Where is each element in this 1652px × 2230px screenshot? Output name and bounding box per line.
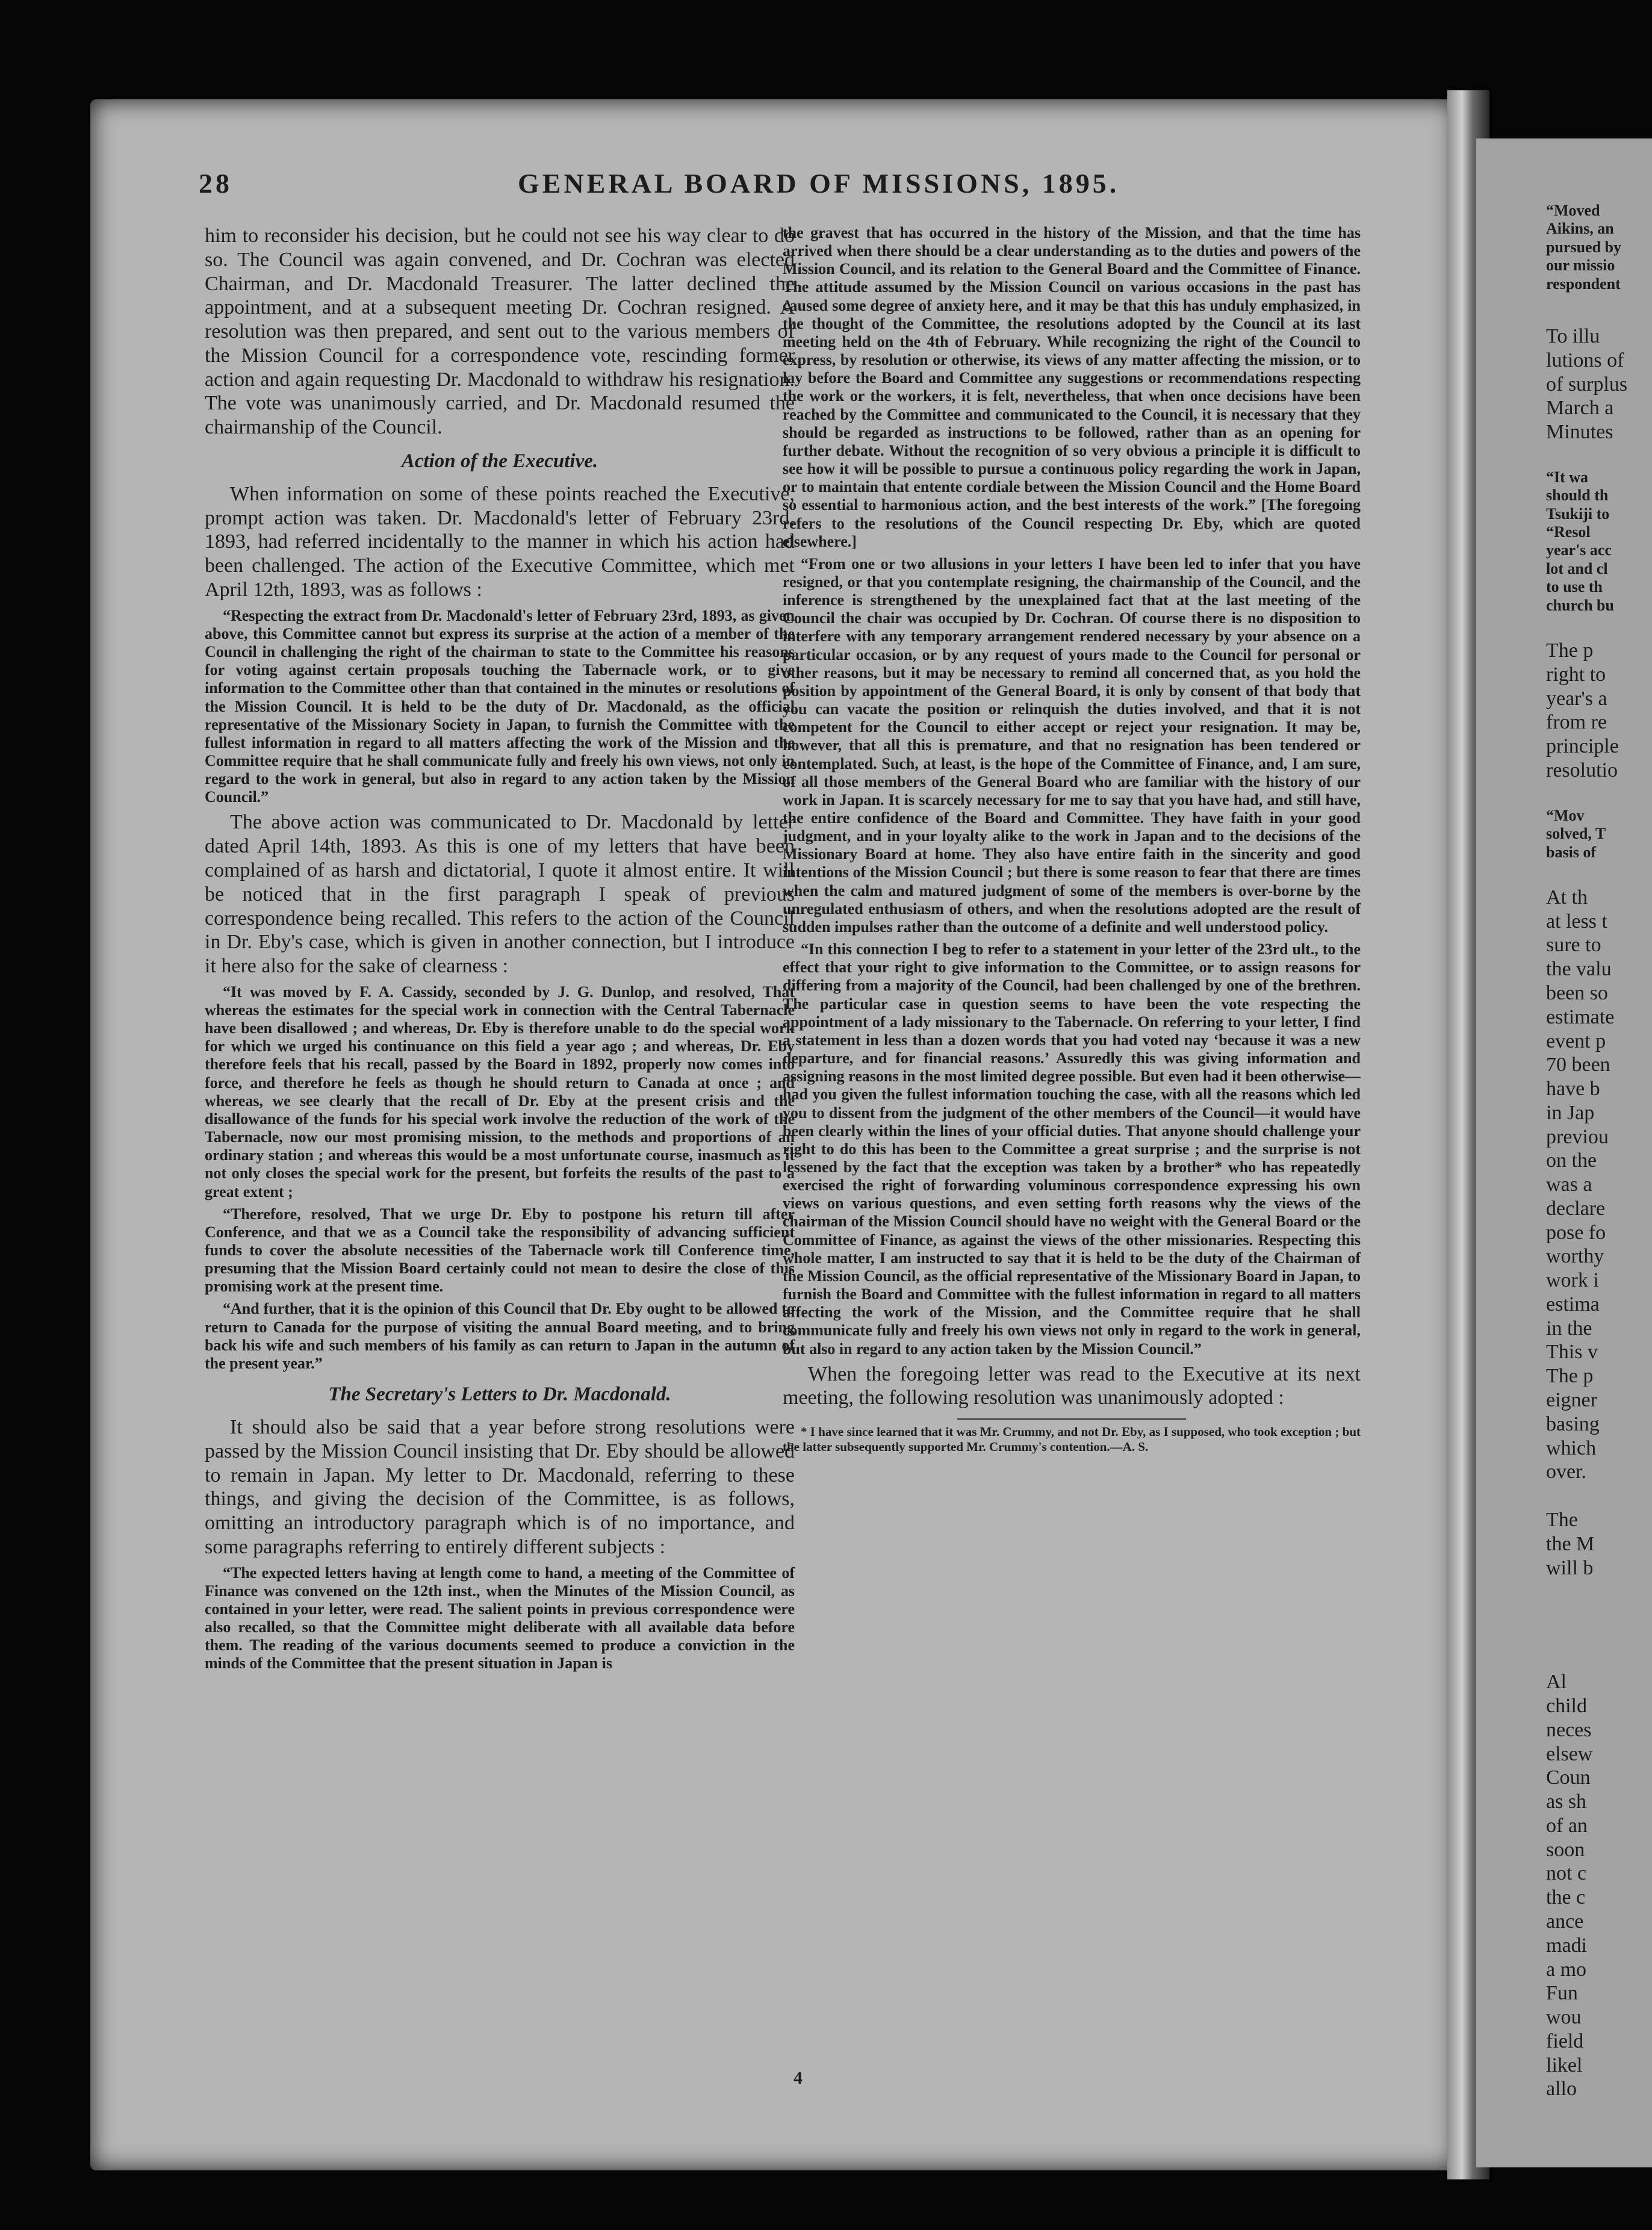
edge-text-line: to use th — [1546, 578, 1603, 596]
edge-text-line: pose fo — [1546, 1221, 1606, 1244]
edge-text-line: Minutes — [1546, 421, 1613, 444]
section-heading: The Secretary's Letters to Dr. Macdonald. — [328, 1384, 671, 1406]
edge-text-line: pursued by — [1546, 238, 1621, 256]
edge-text-line: estima — [1546, 1293, 1600, 1315]
section-heading: Action of the Executive. — [401, 450, 598, 472]
edge-text-line: madi — [1546, 1934, 1587, 1957]
edge-text-line: year's a — [1546, 687, 1607, 710]
edge-text-line: solved, T — [1546, 825, 1606, 843]
edge-text-line: basis of — [1546, 843, 1597, 861]
quoted-letter: “The expected letters having at length come to hand, a meeting of the Committee of Finance was convened on the 12th inst., when the Minutes of the Mission Council, as contained in your letter, were read. The salient points in previous correspondence were also recalled, so that the Committee might deliberate with all available data before them. The reading of the various documents seemed to produce a conviction in the minds of the Committee that the present situation in Japan is — [205, 1564, 795, 1672]
edge-text-line: child — [1546, 1695, 1587, 1718]
edge-text-line: Fun — [1546, 1982, 1578, 2005]
column-left — [205, 224, 795, 2051]
edge-text-line: Al — [1546, 1671, 1567, 1694]
edge-text-line: At th — [1546, 886, 1588, 908]
edge-text-line: sure to — [1546, 934, 1601, 957]
edge-text-line: as sh — [1546, 1791, 1587, 1813]
edge-text-line: principle — [1546, 735, 1619, 758]
edge-text-line: ance — [1546, 1910, 1584, 1933]
paragraph: The above action was communicated to Dr. Macdonald by letter dated April 14th, 1893. As this is one of my letters that have been complained of as harsh and dictatorial, I quote it almost entire. It will be noticed that in the first paragraph I speak of previous correspondence being recalled. This refers to the action of the Council in Dr. Eby's case, which is given in another connection, but I introduce it here also for the sake of clearness : — [205, 811, 795, 978]
quoted-letter: “In this connection I beg to refer to a statement in your letter of the 23rd ult., to the effect that your right to give information to the Committee, or to assign reasons for differing from a majority of the Council, had been challenged by one of the brethren. The particular case in question seems to have been the vote respecting the appointment of a lady missionary to the Tabernacle. On referring to your letter, I find a statement in less than a dozen words that you had voted nay ‘because it was a new departure, and for financial reasons.’ Assuredly this was giving information and assigning reasons in the most limited degree possible. But even had it been otherwise—had you given the fullest information touching the case, with all the reasons which led you to dissent from the judgment of the other members of the Council—it would have been clearly within the lines of your official duties. That anyone should challenge your right to do this has been to the Committee a great surprise ; and the surprise is not lessened by the fact that the exception was taken by a brother* who has repeatedly exercised the right of forwarding voluminous correspondence expressing his own views on various questions, and even setting forth reasons why the views of the chairman of the Mission Council should have no weight with the General Board or the Committee of Finance, as against the views of the other missionaries. Respecting this whole matter, I am instructed to say that it is held to be the duty of the Chairman of the Mission Council, as the official representative of the Missionary Board in Japan, to furnish the Board and Committee with the fullest information in regard to all matters affecting the work of the Mission, and the Committee require that he shall communicate fully and freely his own views not only in regard to the work in general, but also in regard to any action taken by the Mission Council.” — [783, 940, 1361, 1358]
running-title: GENERAL BOARD OF MISSIONS, 1895. — [518, 168, 1120, 199]
edge-text-line: wou — [1546, 2006, 1582, 2029]
edge-text-line: This v — [1546, 1341, 1598, 1364]
column-right — [783, 224, 1361, 2051]
edge-text-line: year's acc — [1546, 541, 1612, 559]
edge-text-line: the c — [1546, 1886, 1586, 1909]
edge-text-line: worthy — [1546, 1245, 1604, 1268]
edge-text-line: neces — [1546, 1718, 1592, 1741]
edge-text-line: resolutio — [1546, 759, 1618, 781]
edge-text-line: should th — [1546, 486, 1609, 505]
edge-text-line: church bu — [1546, 596, 1614, 614]
running-header — [199, 167, 1343, 203]
edge-text-line: previou — [1546, 1125, 1609, 1148]
edge-text-line: soon — [1546, 1838, 1585, 1861]
edge-text-line: right to — [1546, 663, 1606, 686]
edge-text-line: The p — [1546, 639, 1594, 662]
quoted-resolution: “And further, that it is the opinion of this Council that Dr. Eby ought to be allowed to return to Canada for the purpose of visiting the annual Board meeting, and to bring back his wife and such members of his family as can return to Japan in the autumn of the present year.” — [205, 1300, 795, 1372]
paragraph: When the foregoing letter was read to the Executive at its next meeting, the following resolution was unanimously adopted : — [783, 1362, 1361, 1409]
edge-text-line: “It wa — [1546, 468, 1589, 486]
edge-text-line: in the — [1546, 1317, 1592, 1340]
edge-text-line: “Moved — [1546, 202, 1600, 219]
quoted-resolution: “Respecting the extract from Dr. Macdonald's letter of February 23rd, 1893, as given above, this Committee cannot but express its surprise at the action of a member of the Council in challenging the right of the chairman to state to the Committee his reasons for voting against certain proposals touching the Tabernacle work, or to give information to the Committee other than that contained in the minutes or resolutions of the Mission Council. It is held to be the duty of Dr. Macdonald, as the official representative of the Missionary Society in Japan, to furnish the Committee with the fullest information in regard to all matters affecting the work of the Mission and the Committee require that he shall communicate fully and freely his own views, not only in regard to the work in general, but also in regard to any action taken by the Mission Council.” — [205, 606, 795, 806]
edge-text-line: was a — [1546, 1173, 1592, 1196]
edge-text-line: a mo — [1546, 1958, 1587, 1981]
edge-text-line: from re — [1546, 711, 1607, 734]
edge-text-line: field — [1546, 2030, 1584, 2052]
edge-text-line: in Jap — [1546, 1101, 1595, 1124]
edge-text-line: “Resol — [1546, 523, 1591, 541]
sheet-number: 4 — [793, 2068, 803, 2088]
edge-text-line: over. — [1546, 1461, 1587, 1483]
edge-text-line: of an — [1546, 1814, 1588, 1837]
edge-text-line: eigner — [1546, 1389, 1597, 1411]
edge-text-line: Tsukiji to — [1546, 505, 1610, 523]
edge-text-line: lot and cl — [1546, 559, 1608, 577]
edge-text-line: The p — [1546, 1365, 1594, 1388]
edge-text-line: not c — [1546, 1862, 1587, 1885]
edge-text-line: likel — [1546, 2054, 1583, 2076]
edge-text-line: of surplus — [1546, 373, 1628, 396]
page-number: 28 — [199, 168, 232, 199]
quoted-letter: “From one or two allusions in your letters I have been led to infer that you have resigned, or that you contemplate resigning, the chairmanship of the Council, and the inference is strengthened by the unexplained fact that at the last meeting of the Council the chair was occupied by Dr. Cochran. Of course there is no disposition to interfere with any temporary arrangement rendered necessary by your absence on a particular occasion, or by any request of yours made to the Council for personal or other reasons, but it may be necessary to remind all concerned that, as you hold the position by appointment of the General Board, it is only by consent of that body that you can vacate the position or relinquish the duties involved, and that it is not competent for the Council to either accept or reject your resignation. It may be, however, that all this is premature, and that no resignation has been tendered or contemplated. Such, at least, is the hope of the Committee of Finance, and, I am sure, of all those members of the General Board who are familiar with the history of our work in Japan. It is scarcely necessary for me to say that you have had, and still have, the entire confidence of the Board and Committee. They have faith in your good judgment, and in your loyalty alike to the work in Japan and to the decisions of the Missionary Board at home. They also have entire faith in the sincerity and good intentions of the Mission Council ; but there is some reason to fear that there are times when the calm and matured judgment of some of the members is over-borne by the unregulated enthusiasm of others, and when the resolutions adopted are the result of sudden impulses rather than the outcome of a definite and well understood policy. — [783, 554, 1361, 936]
quoted-letter: the gravest that has occurred in the history of the Mission, and that the time has arrived when there should be a clear understanding as to the duties and powers of the Mission Council, and its relation to the General Board and the Committee of Finance. The attitude assumed by the Mission Council on various occasions in the past has caused some degree of anxiety here, and it may be that this has unduly emphasized, in the thought of the Committee, the resolutions adopted by the Council at its last meeting held on the 4th of February. While recognizing the right of the Council to express, by resolution or otherwise, its views of any matter affecting the mission, or to lay before the Board and Committee any suggestions or recommendations respecting the work or the workers, it is felt, nevertheless, that when once decisions have been reached by the Committee and communicated to the Council, it is necessary that they should be regarded as instructions to be followed, rather than as an opening for further debate. Without the recognition of so very obvious a principle it is difficult to see how it will be possible to pursue a continuous policy regarding the work in Japan, or to maintain that entente cordiale between the Mission Council and the Home Board so essential to harmonious action, and the best interests of the work.” [The foregoing refers to the resolutions of the Council respecting Dr. Eby, which are quoted elsewhere.] — [783, 224, 1361, 550]
paragraph: When information on some of these points reached the Executive, prompt action was taken. Dr. Macdonald's letter of February 23rd, 1893, had referred incidentally to the manner in which his action had been challenged. The action of the Executive Committee, which met April 12th, 1893, was as follows : — [205, 482, 795, 601]
edge-text-line: the valu — [1546, 958, 1612, 981]
edge-text-line: basing — [1546, 1412, 1600, 1435]
edge-text-line: event p — [1546, 1030, 1606, 1052]
edge-text-line: our missio — [1546, 256, 1615, 275]
edge-text-line: The — [1546, 1509, 1578, 1532]
edge-text-line: which — [1546, 1436, 1597, 1459]
edge-text-line: respondent — [1546, 275, 1621, 293]
footnote: * I have since learned that it was Mr. Crummy, and not Dr. Eby, as I supposed, who took exception ; but the latter subsequently supported Mr. Crummy's contention.—A. S. — [783, 1424, 1361, 1454]
quoted-resolution: “Therefore, resolved, That we urge Dr. Eby to postpone his return till after Conference, and that we as a Council take the responsibility of advancing sufficient funds to cover the absolute necessities of the Tabernacle work till Conference time, presuming that the Mission Board certainly could not mean to desire the close of this promising work at the present time. — [205, 1205, 795, 1296]
edge-text-line: estimate — [1546, 1005, 1615, 1028]
edge-text-line: Coun — [1546, 1766, 1591, 1789]
edge-text-line: been so — [1546, 981, 1608, 1004]
edge-text-line: “Mov — [1546, 806, 1585, 824]
edge-text-line: at less t — [1546, 910, 1607, 933]
paragraph: It should also be said that a year before strong resolutions were passed by the Mission Council insisting that Dr. Eby should be allowed to remain in Japan. My letter to Dr. Macdonald, referring to these things, and giving the decision of the Committee, is as follows, omitting an introductory paragraph which is of no importance, and some paragraphs referring to entirely different subjects : — [205, 1416, 795, 1558]
quoted-resolution: “It was moved by F. A. Cassidy, seconded by J. G. Dunlop, and resolved, That whereas the estimates for the special work in connection with the Central Tabernacle have been disallowed ; and whereas, Dr. Eby is therefore unable to do the special work for which we urged his continuance on this field a year ago ; and whereas, Dr. Eby therefore feels that his recall, passed by the Board in 1892, properly now comes into force, and therefore he feels as though he should return to Canada at once ; and whereas, we see clearly that the recall of Dr. Eby at the present crisis and the disallowance of the funds for his special work involve the reduction of the work of the Tabernacle, now our most promising mission, to the methods and proportions of an ordinary station ; and whereas this would be a most unfortunate course, inasmuch as it not only closes the special work for the present, but forfeits the results of the past to a great extent ; — [205, 983, 795, 1200]
edge-text-line: Aikins, an — [1546, 220, 1614, 238]
edge-text-line: will b — [1546, 1556, 1594, 1579]
footnote-rule — [957, 1418, 1186, 1420]
edge-text-line: March a — [1546, 397, 1614, 420]
edge-text-line: allo — [1546, 2078, 1577, 2101]
edge-text-line: on the — [1546, 1149, 1597, 1172]
edge-text-line: work i — [1546, 1269, 1599, 1292]
next-page-fragment-text — [1546, 202, 1652, 2101]
edge-text-line: lutions of — [1546, 349, 1624, 371]
edge-text-line: elsew — [1546, 1742, 1593, 1765]
edge-text-line: To illu — [1546, 325, 1600, 348]
edge-text-line: 70 been — [1546, 1054, 1610, 1076]
edge-text-line: declare — [1546, 1197, 1606, 1220]
edge-text-line: the M — [1546, 1532, 1595, 1555]
edge-text-line: have b — [1546, 1078, 1600, 1101]
paragraph: him to reconsider his decision, but he could not see his way clear to do so. The Council was again convened, and Dr. Cochran was elected Chairman, and Dr. Macdonald Treasurer. The latter declined the appointment, and at a subsequent meeting Dr. Cochran resigned. A resolution was then prepared, and sent out to the various members of the Mission Council for a correspondence vote, rescinding former action and again requesting Dr. Macdonald to withdraw his resignation. The vote was unanimously carried, and Dr. Macdonald resumed the chairmanship of the Council. — [205, 225, 795, 439]
